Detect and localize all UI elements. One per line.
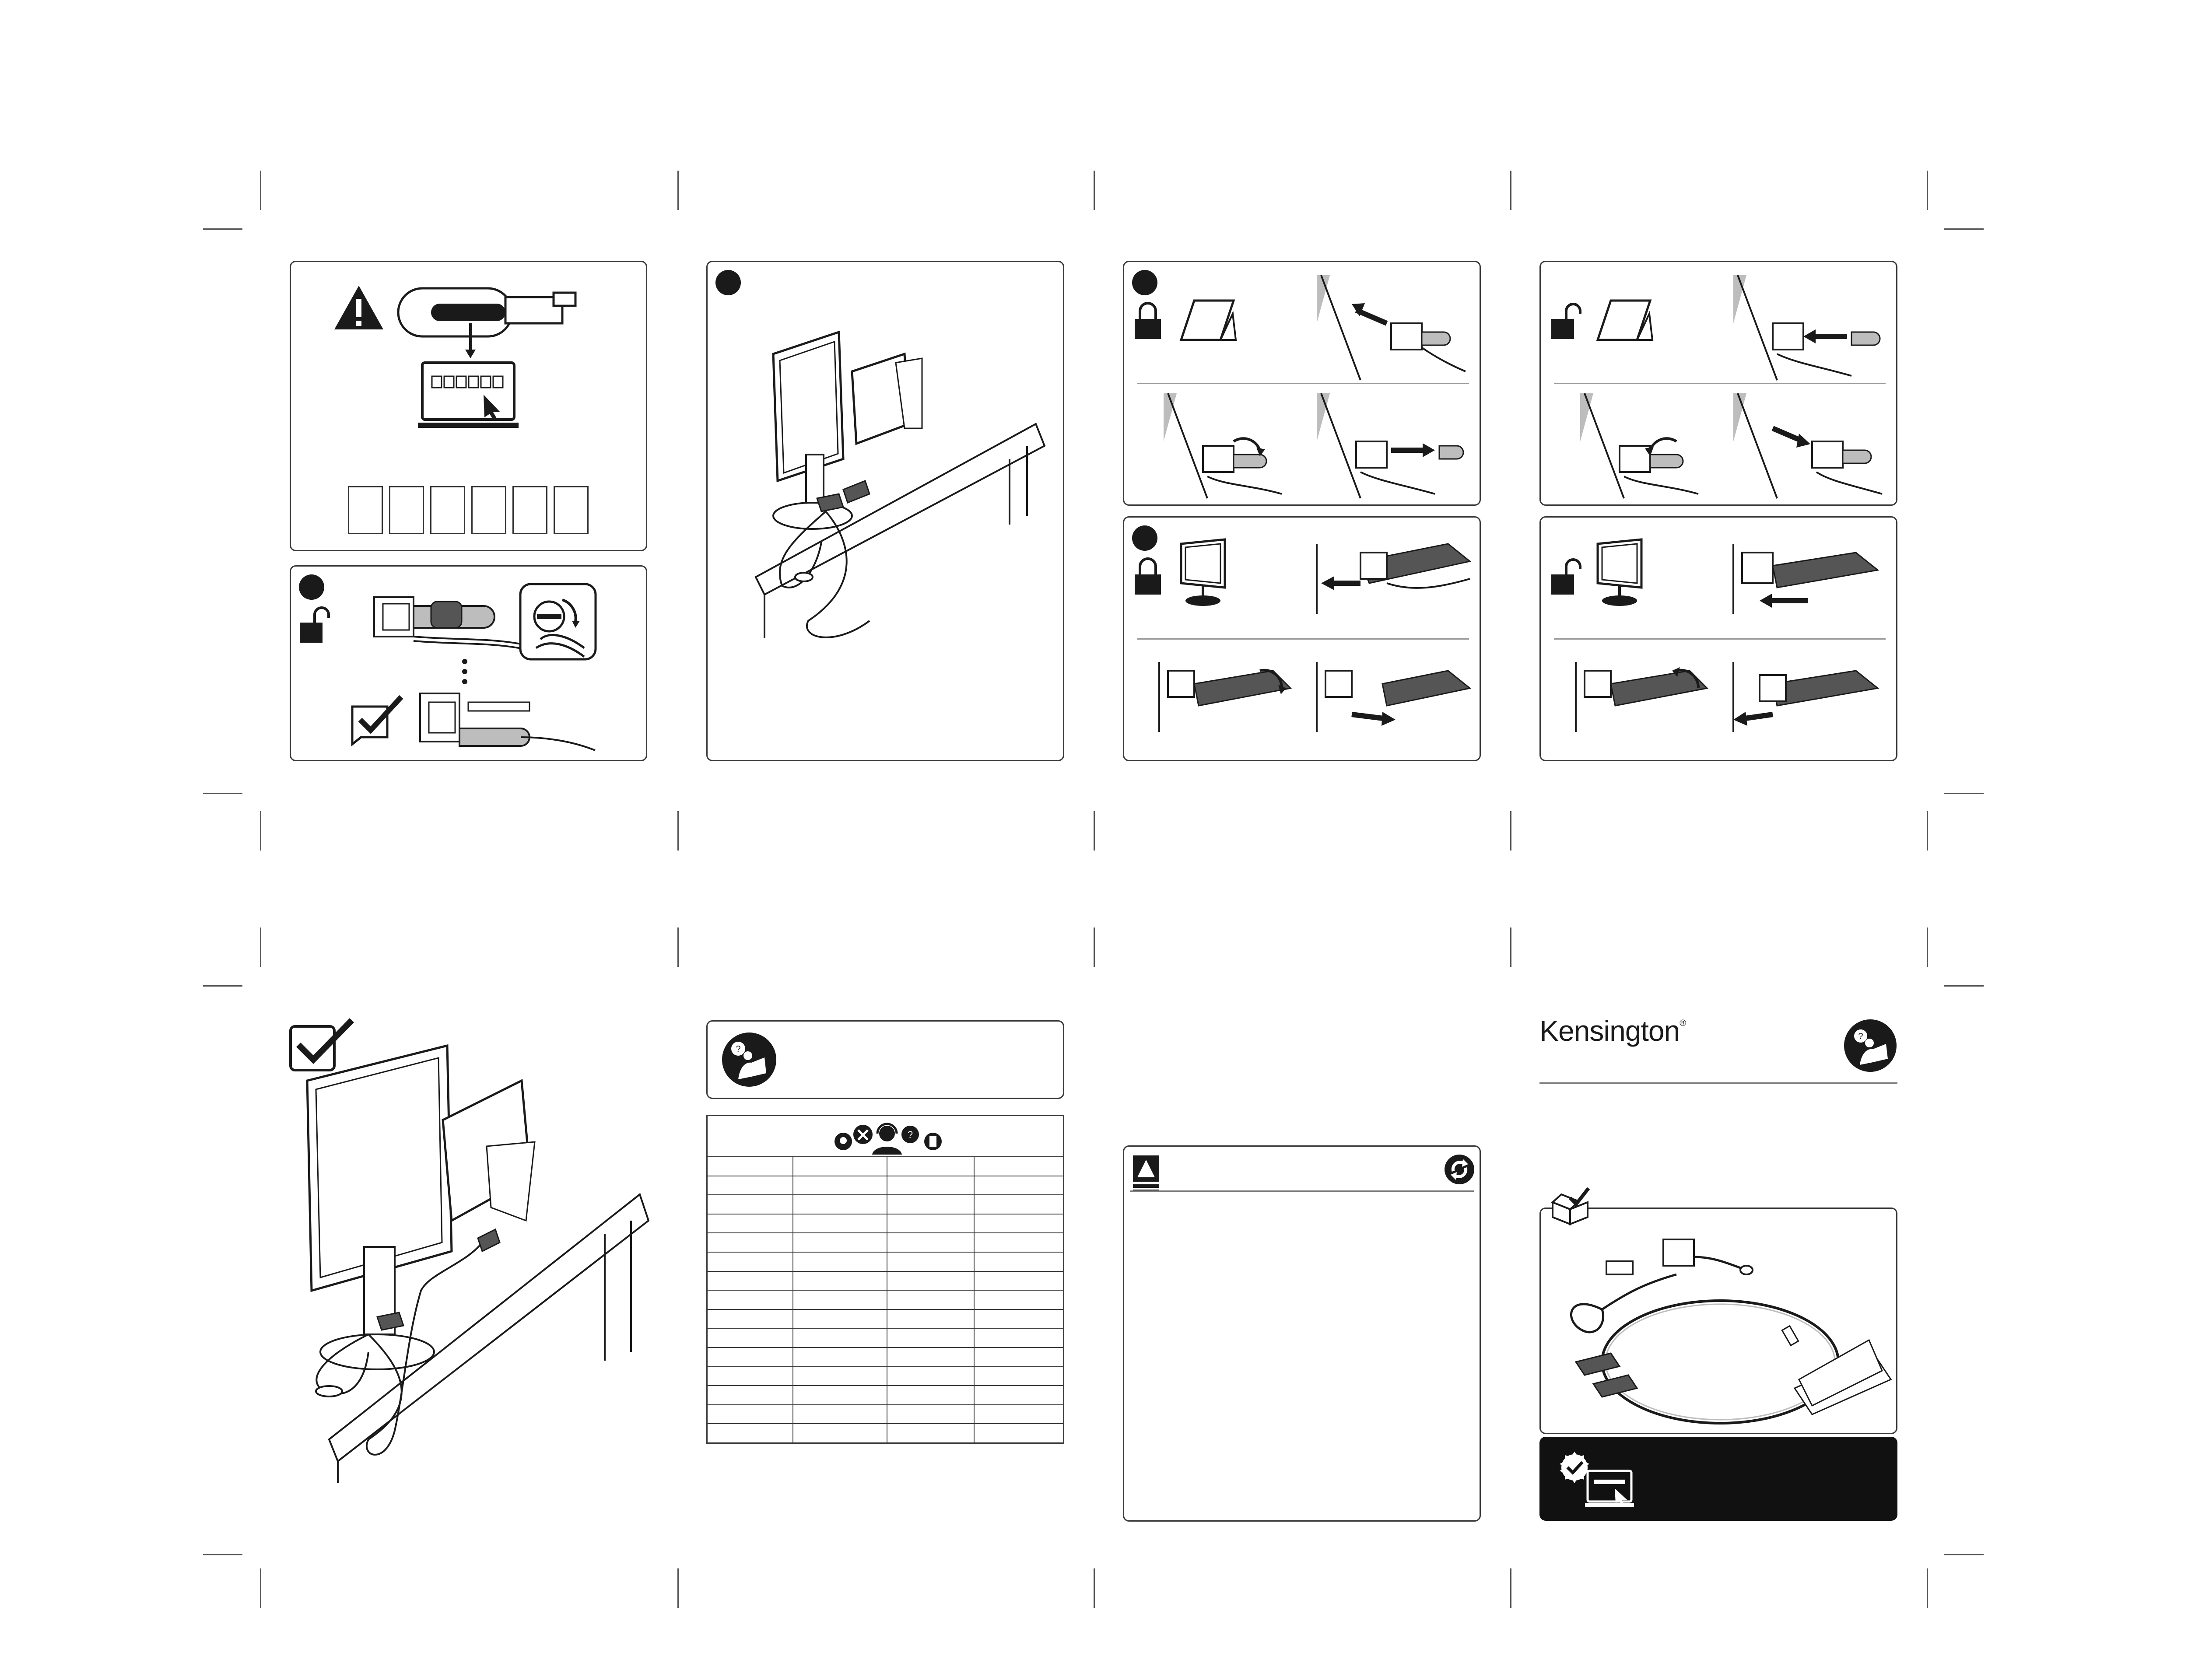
cable-lock-kit-illustration: [1550, 1222, 1891, 1428]
table-cell: [708, 1252, 793, 1271]
key-tag-icon: [405, 280, 589, 345]
step-marker: [715, 270, 741, 295]
support-icons-group: [830, 1120, 948, 1155]
key-code-slot[interactable]: [348, 486, 383, 534]
table-cell: [974, 1328, 1063, 1348]
brand-logo: [1539, 1014, 1686, 1047]
padlock-open-icon: [1551, 556, 1586, 595]
table-row: [708, 1405, 1063, 1424]
padlock-open-icon: [1551, 301, 1586, 340]
table-cell: [887, 1328, 974, 1348]
table-row: [708, 1176, 1063, 1195]
remove-key-illustration: [1308, 389, 1474, 498]
table-cell: [708, 1424, 793, 1442]
step-marker: [1132, 525, 1157, 551]
table-cell: [793, 1367, 887, 1386]
table-cell: [793, 1233, 887, 1252]
step-divider: [1554, 383, 1886, 384]
table-cell: [974, 1367, 1063, 1386]
table-cell: [974, 1195, 1063, 1214]
table-cell: [793, 1157, 887, 1176]
table-cell: [708, 1233, 793, 1252]
insert-key-illustration: [1725, 535, 1891, 623]
table-row: [708, 1290, 1063, 1309]
monitor-icon: [1593, 539, 1650, 609]
table-cell: [708, 1367, 793, 1386]
completed-installation-illustration: [290, 1046, 649, 1483]
table-cell: [887, 1176, 974, 1195]
manufacturer-info-panel: [1123, 1145, 1481, 1522]
read-manual-icon: [1843, 1018, 1897, 1073]
table-cell: [887, 1157, 974, 1176]
table-cell: [974, 1252, 1063, 1271]
table-row: [708, 1309, 1063, 1329]
table-cell: [887, 1386, 974, 1405]
table-cell: [793, 1290, 887, 1309]
padlock-open-icon: [300, 605, 330, 644]
rotate-key-illustration: [1567, 653, 1716, 741]
table-row: [708, 1195, 1063, 1214]
table-row: [708, 1157, 1063, 1176]
table-cell: [793, 1195, 887, 1214]
table-cell: [793, 1271, 887, 1291]
table-cell: [793, 1405, 887, 1424]
step-marker: [1132, 270, 1157, 295]
table-row: [708, 1386, 1063, 1405]
table-cell: [974, 1214, 1063, 1233]
table-cell: [974, 1386, 1063, 1405]
read-manual-panel: [706, 1020, 1064, 1099]
remove-lock-illustration: [1725, 389, 1891, 498]
insert-key-illustration: [1725, 271, 1891, 380]
table-cell: [793, 1176, 887, 1195]
table-cell: [708, 1328, 793, 1348]
tablet-icon: [1177, 296, 1238, 344]
table-cell: [974, 1157, 1063, 1176]
table-row: [708, 1252, 1063, 1271]
table-cell: [974, 1405, 1063, 1424]
rotate-key-illustration: [1571, 389, 1703, 498]
register-product-icon: [1557, 1452, 1636, 1508]
table-cell: [887, 1271, 974, 1291]
table-cell: [708, 1157, 793, 1176]
support-grid: [708, 1156, 1063, 1442]
register-product-banner[interactable]: [1539, 1437, 1897, 1521]
table-cell: [793, 1328, 887, 1348]
key-code-slot[interactable]: [430, 486, 465, 534]
table-cell: [887, 1424, 974, 1442]
table-row: [708, 1348, 1063, 1367]
svg-text:?: ?: [1858, 1032, 1863, 1041]
rotate-key-illustration: [1155, 389, 1286, 498]
step-divider: [1137, 638, 1469, 640]
table-cell: [974, 1271, 1063, 1291]
monitor-lock-panel: [1123, 516, 1481, 761]
checkmark-icon: [348, 693, 405, 746]
table-cell: [887, 1233, 974, 1252]
key-code-slot[interactable]: [554, 486, 589, 534]
installation-overview-panel: [706, 261, 1064, 761]
tablet-icon: [1593, 296, 1655, 344]
monitor-icon: [1177, 539, 1234, 609]
key-code-warning-panel: [290, 261, 647, 551]
table-cell: [708, 1309, 793, 1329]
brand-registered-mark: ®: [1680, 1018, 1686, 1028]
svg-text:?: ?: [907, 1129, 913, 1140]
padlock-closed-icon: [1135, 556, 1161, 595]
table-cell: [887, 1405, 974, 1424]
read-manual-icon: [721, 1031, 778, 1088]
tablet-lock-panel: [1123, 261, 1481, 506]
remove-lock-illustration: [1725, 653, 1891, 741]
table-cell: [793, 1386, 887, 1405]
package-contents-icon: [1548, 1185, 1592, 1224]
table-cell: [887, 1195, 974, 1214]
package-contents-panel: [1539, 1208, 1897, 1434]
table-cell: [708, 1386, 793, 1405]
rotate-key-illustration: [1150, 653, 1299, 741]
insert-lock-illustration: [1308, 271, 1474, 380]
desk-monitor-tablet-illustration: [738, 315, 1045, 673]
header-rule: [1130, 1190, 1474, 1192]
table-row: [708, 1233, 1063, 1252]
more-dots-icon: [462, 658, 468, 685]
support-contact-table: [706, 1115, 1064, 1444]
table-cell: [708, 1348, 793, 1367]
table-cell: [793, 1309, 887, 1329]
table-cell: [887, 1252, 974, 1271]
table-cell: [708, 1290, 793, 1309]
acco-logo: [1133, 1155, 1161, 1195]
monitor-unlock-panel: [1539, 516, 1897, 761]
table-cell: [708, 1405, 793, 1424]
table-cell: [793, 1252, 887, 1271]
table-cell: [887, 1348, 974, 1367]
table-row: [708, 1424, 1063, 1442]
step-divider: [1554, 638, 1886, 640]
table-cell: [793, 1348, 887, 1367]
step-marker: [299, 574, 324, 600]
remove-key-illustration: [1308, 653, 1474, 741]
table-cell: [974, 1233, 1063, 1252]
step-divider: [1137, 383, 1469, 384]
table-row: [708, 1328, 1063, 1348]
table-row: [708, 1367, 1063, 1386]
table-cell: [974, 1290, 1063, 1309]
table-cell: [974, 1176, 1063, 1195]
table-cell: [974, 1309, 1063, 1329]
table-cell: [708, 1214, 793, 1233]
table-cell: [974, 1348, 1063, 1367]
table-row: [708, 1271, 1063, 1291]
padlock-closed-icon: [1135, 301, 1161, 340]
key-check-panel: [290, 565, 647, 761]
key-code-slot[interactable]: [471, 486, 506, 534]
table-cell: [887, 1309, 974, 1329]
table-cell: [887, 1290, 974, 1309]
svg-text:?: ?: [736, 1044, 741, 1054]
table-row: [708, 1214, 1063, 1233]
key-code-slot[interactable]: [512, 486, 547, 534]
table-cell: [974, 1424, 1063, 1442]
table-cell: [708, 1176, 793, 1195]
lock-head-removed-illustration: [416, 689, 600, 755]
tablet-unlock-panel: [1539, 261, 1897, 506]
laptop-register-icon: [418, 360, 519, 435]
insert-lock-illustration: [1308, 535, 1474, 623]
table-cell: [708, 1195, 793, 1214]
green-dot-recycle-icon: [1444, 1154, 1475, 1185]
table-cell: [793, 1214, 887, 1233]
cover-rule: [1539, 1082, 1897, 1084]
warning-icon: [333, 284, 385, 332]
table-cell: [708, 1271, 793, 1291]
table-cell: [793, 1424, 887, 1442]
table-cell: [887, 1367, 974, 1386]
table-cell: [887, 1214, 974, 1233]
rotate-key-icon: [519, 582, 597, 661]
brand-name: Kensington: [1539, 1015, 1680, 1047]
key-code-slot[interactable]: [389, 486, 424, 534]
